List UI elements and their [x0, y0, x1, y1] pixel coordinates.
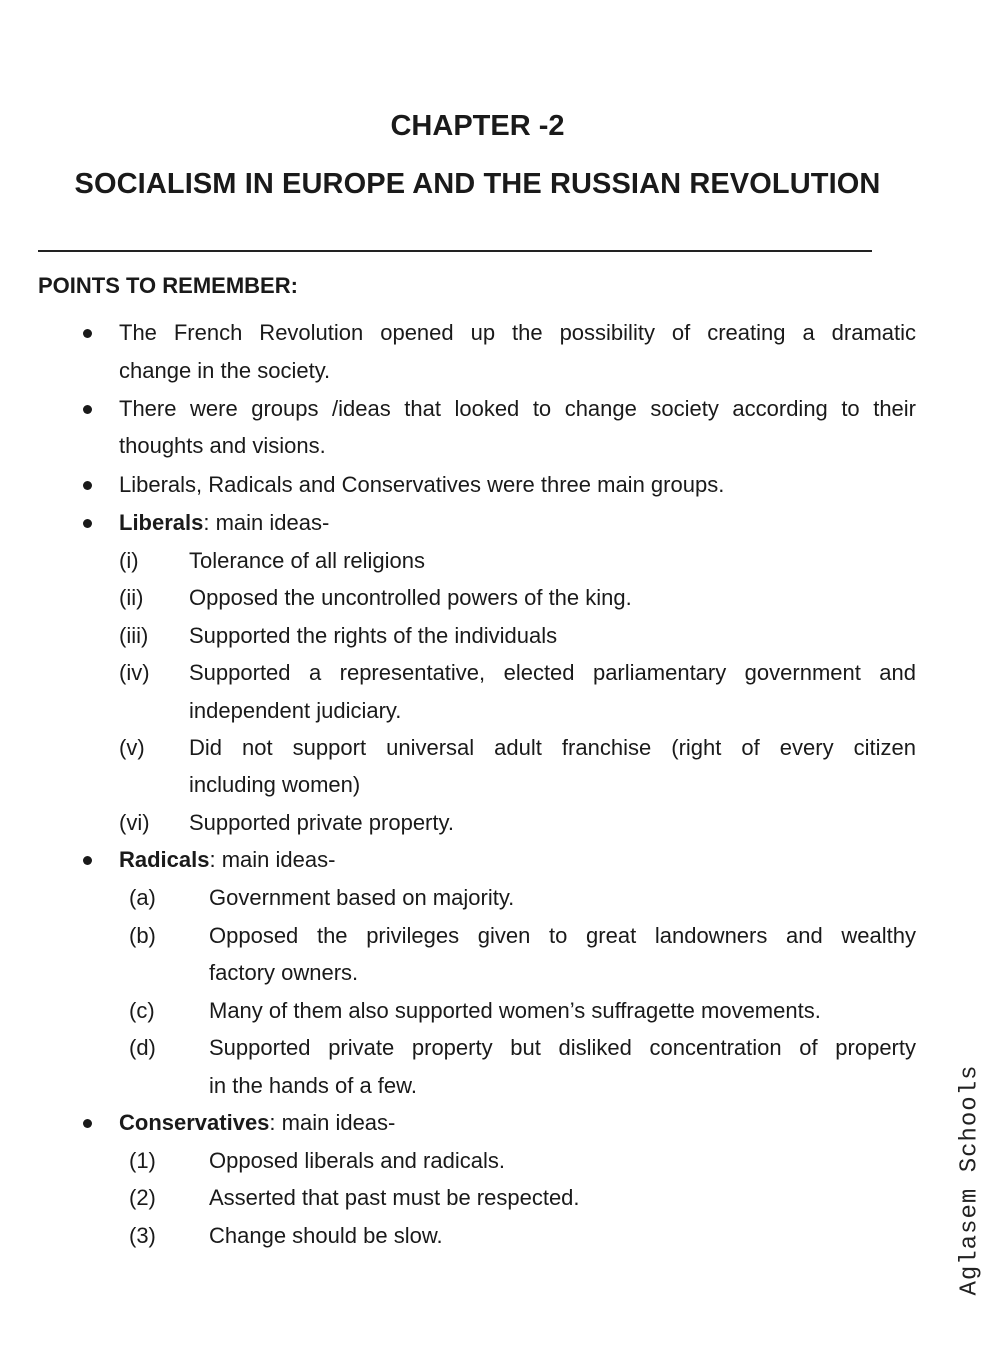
list-item: Many of them also supported women’s suffragette movements.: [209, 998, 821, 1023]
bullet-text: thoughts and visions.: [119, 433, 326, 458]
list-marker: (i): [119, 548, 139, 573]
list-marker: (ii): [119, 585, 144, 610]
points-heading: POINTS TO REMEMBER:: [38, 273, 298, 298]
chapter-number: CHAPTER -2: [390, 110, 565, 142]
list-marker: (iv): [119, 660, 150, 685]
list-marker: (3): [129, 1223, 156, 1248]
bullet-icon: [80, 516, 94, 530]
liberals-suffix: : main ideas-: [203, 510, 330, 535]
list-item: Opposed the uncontrolled powers of the king.: [189, 585, 632, 610]
list-item: Supported private property.: [189, 810, 454, 835]
bullet-icon: [80, 853, 94, 867]
bullet-text: There were groups /ideas that looked to change society according to their: [119, 396, 916, 421]
chapter-title: SOCIALISM IN EUROPE AND THE RUSSIAN REVOLUTION: [74, 168, 881, 200]
list-marker: (b): [129, 923, 156, 948]
bullet-icon: [80, 478, 94, 492]
radicals-label: Radicals: [119, 847, 210, 872]
list-item: in the hands of a few.: [209, 1073, 417, 1098]
list-item: Supported the rights of the individuals: [189, 623, 558, 648]
list-marker: (iii): [119, 623, 149, 648]
list-marker: (a): [129, 885, 156, 910]
list-item: Tolerance of all religions: [189, 548, 426, 573]
list-item: Change should be slow.: [209, 1223, 443, 1248]
list-marker: (c): [129, 998, 155, 1023]
conservatives-label: Conservatives: [119, 1110, 270, 1135]
list-item: Government based on majority.: [209, 885, 515, 910]
bullet-icon: [80, 1116, 94, 1130]
liberals-label: Liberals: [119, 510, 204, 535]
list-item: independent judiciary.: [189, 698, 402, 723]
radicals-suffix: : main ideas-: [209, 847, 336, 872]
list-item: Did not support universal adult franchise (right of every citizen: [189, 735, 916, 760]
list-item: including women): [189, 772, 361, 797]
list-marker: (d): [129, 1035, 156, 1060]
list-item: Opposed liberals and radicals.: [209, 1148, 505, 1173]
bullet-icon: [80, 326, 94, 340]
radicals-heading: [119, 845, 335, 875]
list-marker: (vi): [119, 810, 150, 835]
list-item: factory owners.: [209, 960, 359, 985]
list-item: Asserted that past must be respected.: [209, 1185, 580, 1210]
list-item: Supported a representative, elected parliamentary government and: [189, 660, 916, 685]
list-marker: (2): [129, 1185, 156, 1210]
bullet-icon: [80, 402, 94, 416]
liberals-heading: [119, 508, 329, 538]
list-item: Supported private property but disliked concentration of property: [209, 1035, 916, 1060]
conservatives-heading: [119, 1108, 395, 1138]
title-divider: [38, 250, 872, 252]
bullet-text: The French Revolution opened up the possibility of creating a dramatic: [119, 320, 916, 345]
list-marker: (1): [129, 1148, 156, 1173]
conservatives-suffix: : main ideas-: [269, 1110, 396, 1135]
list-item: Opposed the privileges given to great landowners and wealthy: [209, 923, 916, 948]
watermark: Aglasem Schools: [956, 1064, 984, 1296]
bullet-text: change in the society.: [119, 358, 331, 383]
bullet-text: Liberals, Radicals and Conservatives were three main groups.: [119, 472, 725, 497]
list-marker: (v): [119, 735, 145, 760]
